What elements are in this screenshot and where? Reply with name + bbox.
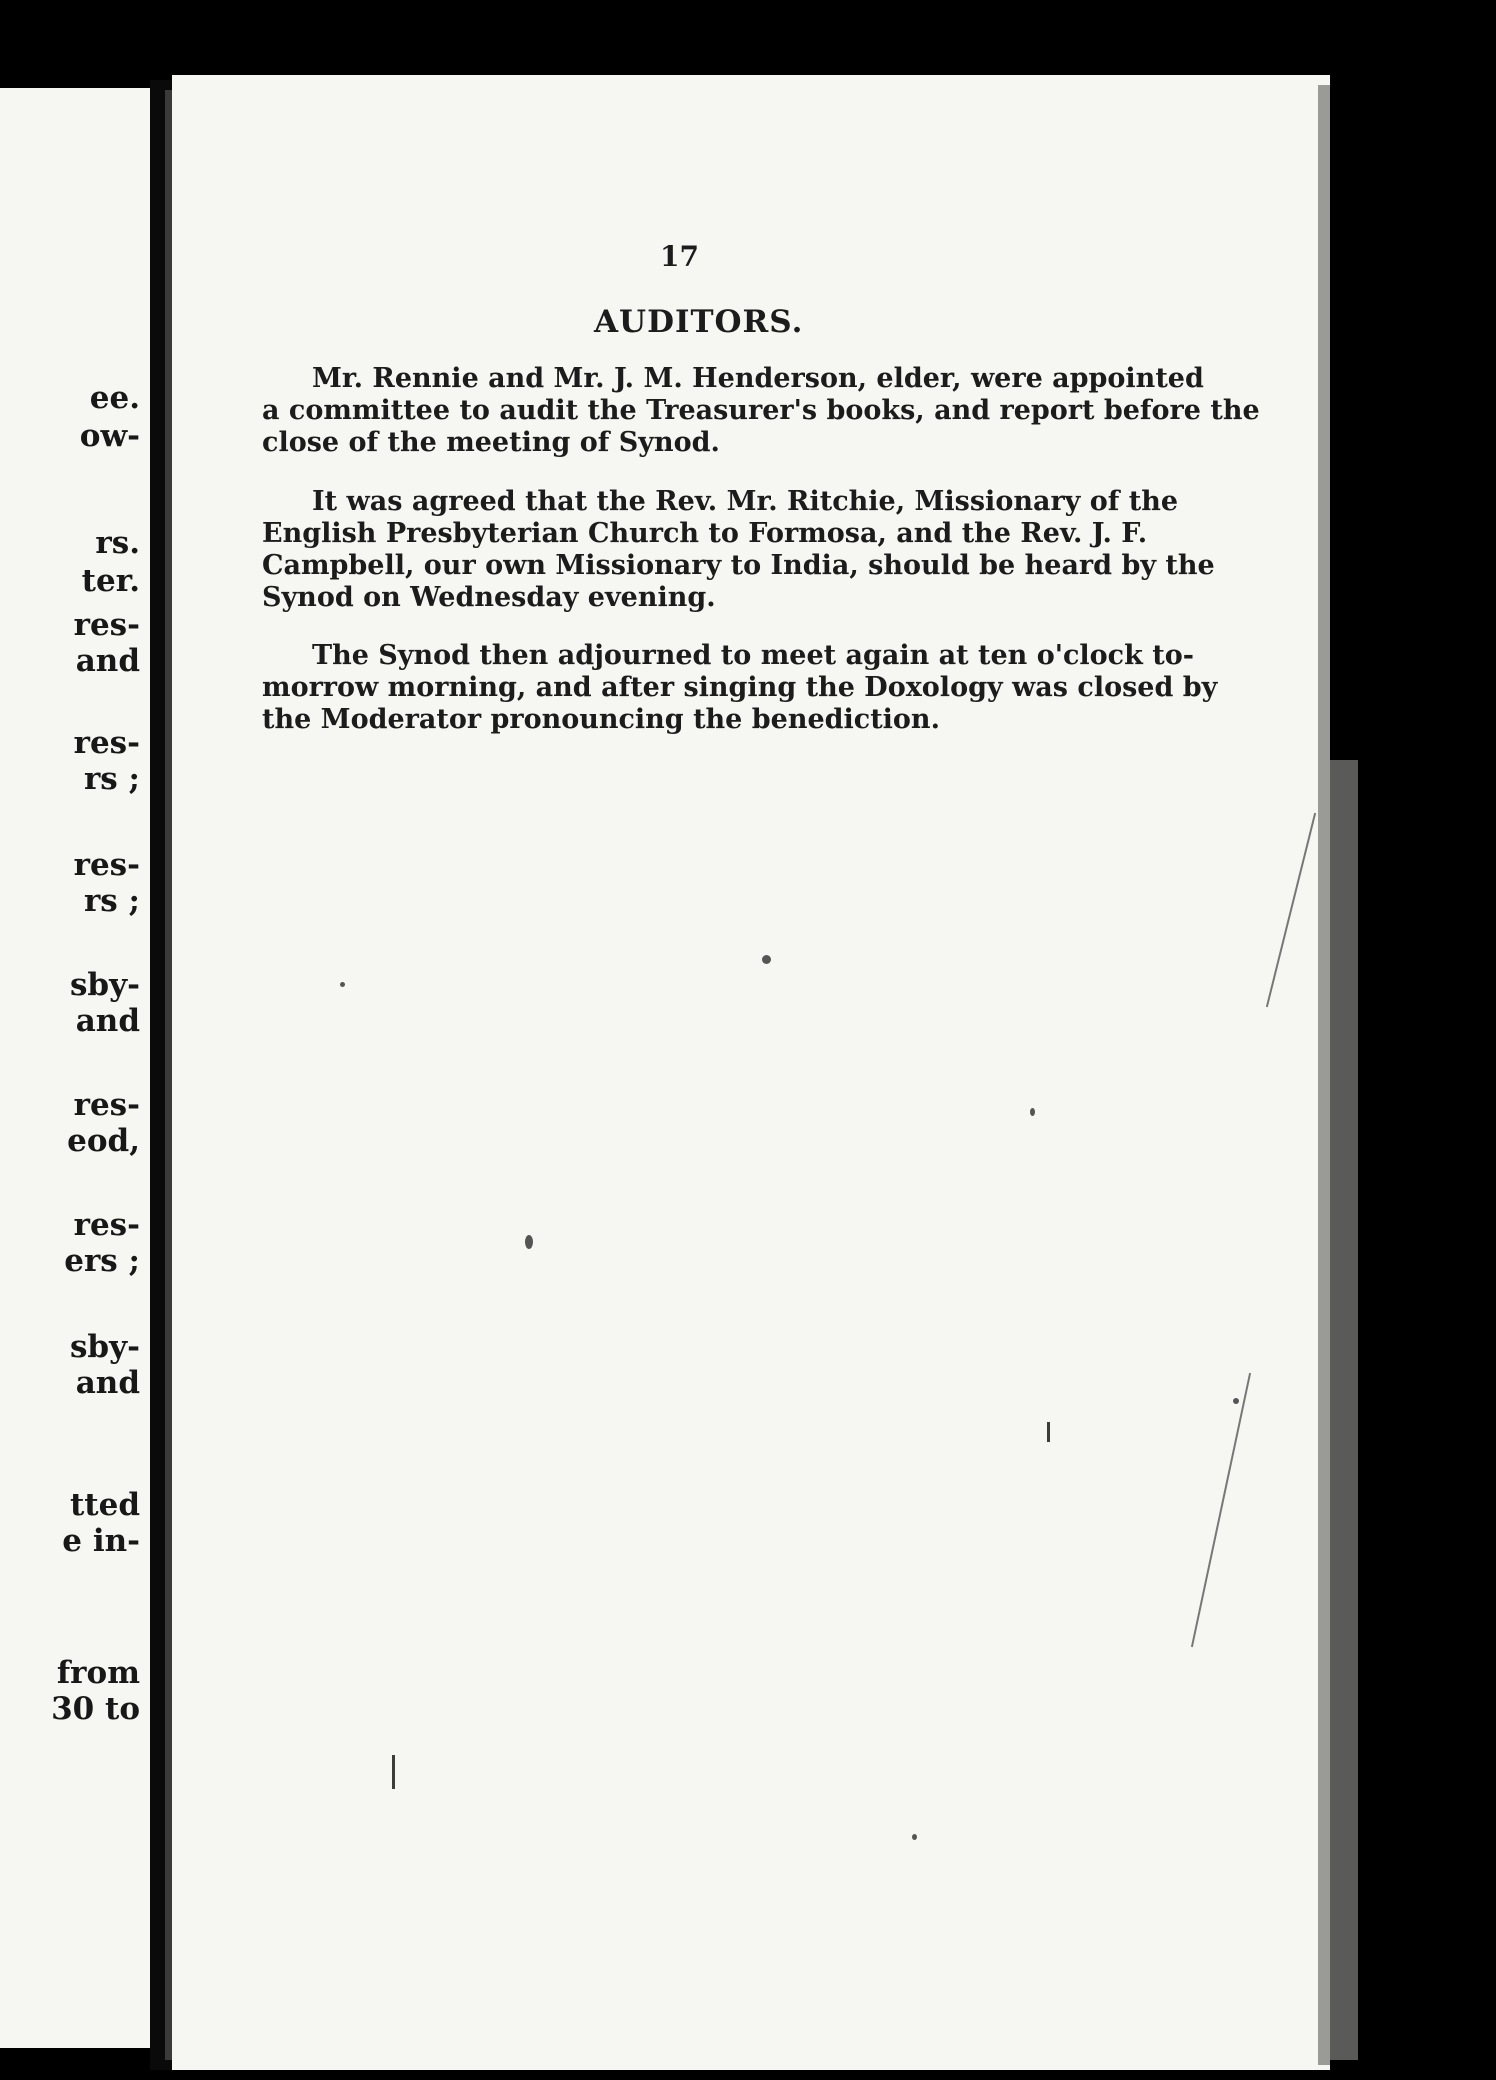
scan-mark [392,1755,395,1789]
left-fragment-line: res- [73,1087,140,1123]
paragraph-line: The Synod then adjourned to meet again at ten o'clock to- [312,640,1194,671]
paragraph-line: Mr. Rennie and Mr. J. M. Henderson, elder, were appointed [312,363,1204,394]
left-fragment-line: tted [69,1487,140,1523]
left-page-fragment [0,88,150,2048]
torn-page-edge [1330,760,1358,2060]
left-fragment-line: rs ; [83,761,140,797]
left-fragment-line: rs. [95,525,140,561]
ink-speck [1030,1108,1035,1116]
paragraph-line: Synod on Wednesday evening. [262,582,716,613]
left-fragment-line: sby- [69,967,140,1003]
left-fragment-line: sby- [69,1329,140,1365]
left-fragment-line: ers ; [64,1243,140,1279]
left-fragment-line: res- [73,847,140,883]
left-fragment-line: from [56,1655,140,1691]
left-fragment-line: res- [73,725,140,761]
left-fragment-line: eod, [67,1123,140,1159]
left-fragment-line: and [75,1365,140,1401]
paragraph-line: close of the meeting of Synod. [262,427,720,458]
paragraph-line: It was agreed that the Rev. Mr. Ritchie, Missionary of the [312,486,1179,517]
paragraph-line: English Presbyterian Church to Formosa, and the Rev. J. F. [262,518,1148,549]
left-fragment-line: e in- [62,1523,140,1559]
paragraph-line: a committee to audit the Treasurer's books, and report before the [262,395,1260,426]
left-fragment-line: and [75,1003,140,1039]
spine-line [165,90,172,2060]
left-fragment-line: 30 to [51,1691,140,1727]
page-edge [1318,85,1330,2065]
ink-speck [912,1834,917,1840]
left-fragment-line: res- [73,1207,140,1243]
paragraph-line: Campbell, our own Missionary to India, should be heard by the [262,550,1215,581]
left-fragment-line: ow- [79,418,140,454]
ink-speck [1233,1398,1239,1404]
left-fragment-line: res- [73,607,140,643]
section-title: AUDITORS. [594,304,804,340]
ink-speck [525,1235,533,1249]
left-fragment-line: and [75,643,140,679]
scan-mark [1047,1422,1050,1442]
paragraph-line: morrow morning, and after singing the Doxology was closed by [262,672,1218,703]
page-number: 17 [660,240,699,273]
paragraph-line: the Moderator pronouncing the benediction. [262,704,940,735]
ink-speck [340,982,345,987]
left-fragment-line: ee. [89,380,140,416]
ink-speck [762,955,771,964]
left-fragment-line: rs ; [83,883,140,919]
left-fragment-line: ter. [81,563,140,599]
